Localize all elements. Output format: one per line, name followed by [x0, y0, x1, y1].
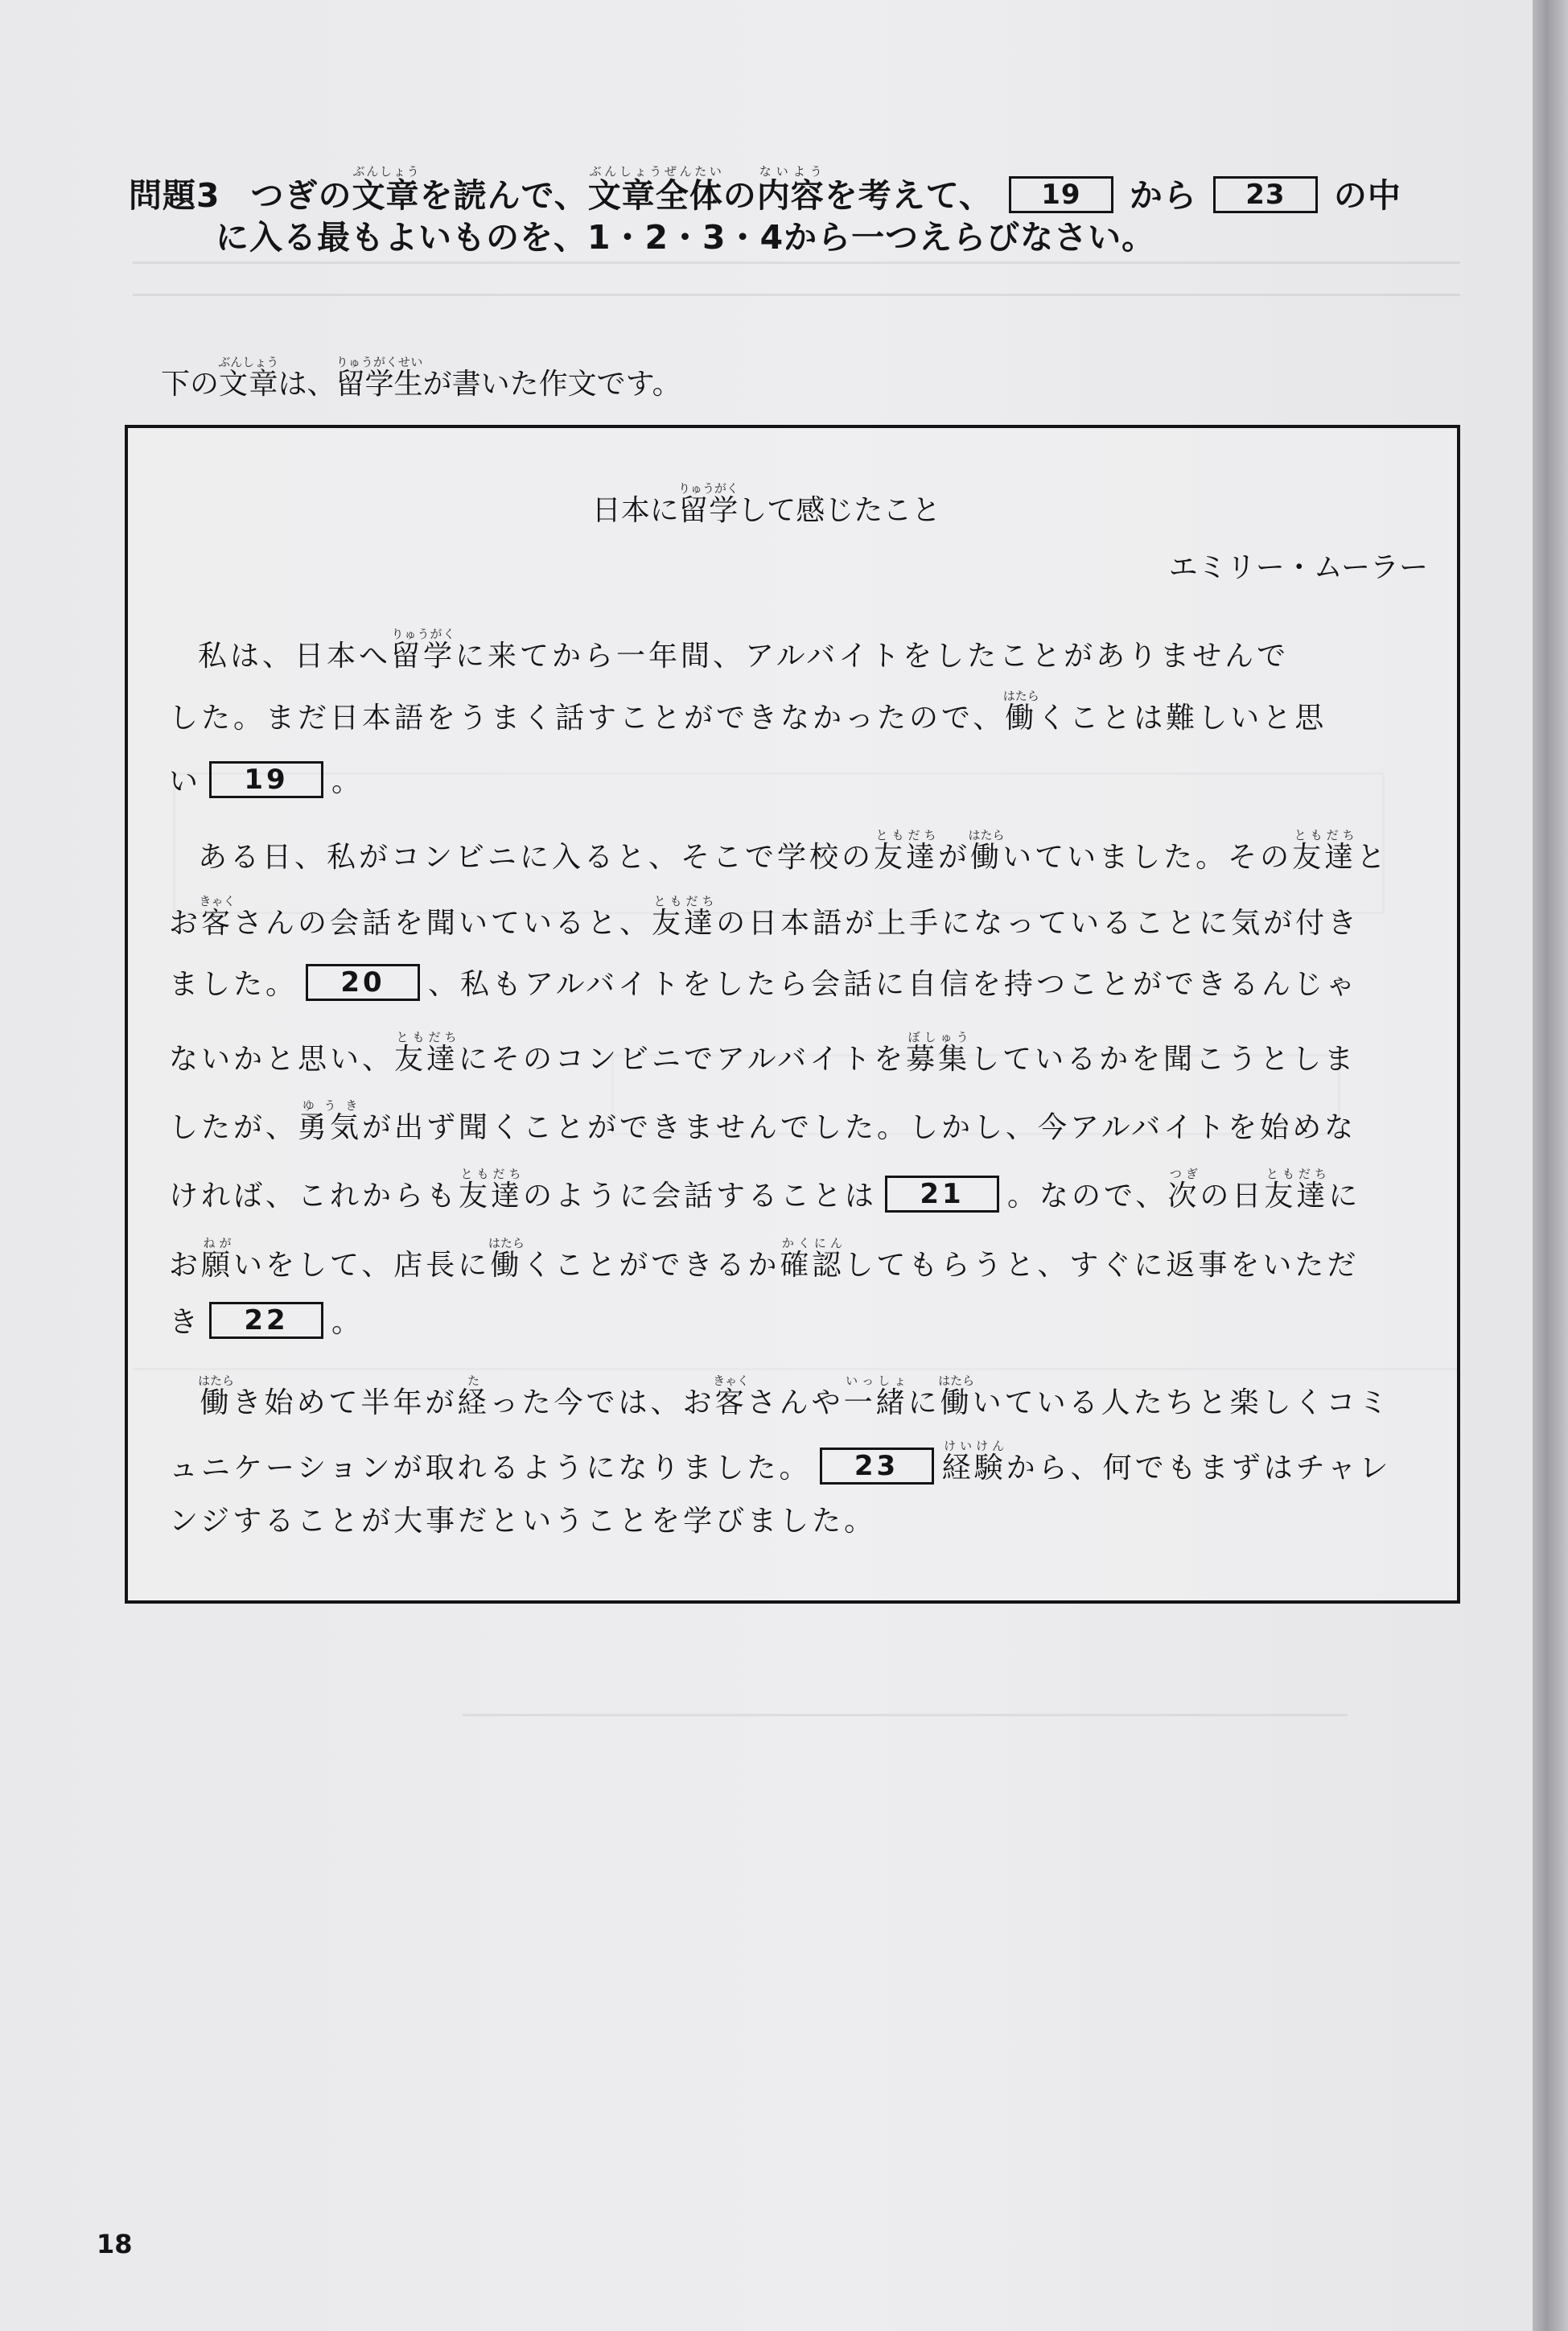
furigana-ryugaku-title: 留学りゅうがく [677, 481, 739, 527]
blank-19[interactable]: 19 [209, 761, 323, 798]
essay-line-11: き 22 。 [169, 1305, 364, 1342]
question-instruction-line1: 問題3 つぎの文章ぶんしょうを読んで、文章全体ぶんしょうぜんたいの内容ないようを考えて、 19 から 23 の中 [129, 164, 1401, 215]
essay-author: エミリー・ムーラー [1168, 551, 1428, 584]
intro-sentence: 下の文章ぶんしょうは、留学生りゅうがくせいが書いた作文です。 [161, 355, 681, 401]
essay-line-5: お客きゃくさんの会話を聞いていると、友達ともだちの日本語が上手になっていることに気が付き [169, 894, 1360, 940]
furigana-bunsho-intro: 文章ぶんしょう [218, 355, 279, 401]
furigana-naiyou: 内容ないよう [756, 164, 825, 215]
essay-line-2: した。まだ日本語をうまく話すことができなかったので、働はたらくことは難しいと思 [169, 689, 1327, 735]
essay-line-3: い 19 。 [169, 764, 364, 801]
essay-line-7: ないかと思い、友達ともだちにそのコンビニでアルバイトを募集ぼしゅうしているかを聞こうとしま [169, 1030, 1357, 1076]
blank-21[interactable]: 21 [885, 1176, 999, 1213]
essay-line-14: ンジすることが大事だということを学びました。 [169, 1505, 877, 1538]
essay-line-13: ュニケーションが取れるようになりました。 23 経験けいけんから、何でもまずはチャレ [169, 1439, 1392, 1485]
essay-line-9: ければ、これからも友達ともだちのように会話することは 21 。なので、次つぎの日友達ともだちに [169, 1167, 1361, 1213]
essay-line-1: 私は、日本へ留学りゅうがくに来てから一年間、アルバイトをしたことがありませんで [198, 627, 1290, 673]
blank-22[interactable]: 22 [209, 1302, 323, 1339]
essay-line-4: ある日、私がコンビニに入ると、そこで学校の友達ともだちが働はたらいていました。その友達ともだちと [198, 828, 1389, 874]
blank-20[interactable]: 20 [306, 964, 420, 1001]
blank-23[interactable]: 23 [820, 1448, 934, 1485]
essay-line-8: したが、勇気ゆうきが出ず聞くことができませんでした。しかし、今アルバイトを始めな [169, 1098, 1357, 1144]
essay-frame [125, 425, 1460, 1604]
question-instruction-line2: に入る最もよいものを、1・2・3・4から一つえらびなさい。 [216, 218, 1156, 257]
question-label: 問題3 [129, 176, 220, 215]
page-edge-shadow [1533, 0, 1568, 2331]
page-number: 18 [97, 2229, 133, 2259]
furigana-zentai: 文章全体ぶんしょうぜんたい [587, 164, 723, 215]
essay-line-6: ました。 20 、私もアルバイトをしたら会話に自信を持つことができるんじゃ [169, 967, 1358, 1004]
furigana-bunsho: 文章ぶんしょう [352, 164, 420, 215]
essay-line-12: 働はたらき始めて半年が経たった今では、お客きゃくさんや一緒いっしょに働はたらいている人たちと楽しくコミ [198, 1373, 1391, 1419]
essay-line-10: お願ねがいをして、店長に働はたらくことができるか確認かくにんしてもらうと、すぐに返事をいただ [169, 1236, 1360, 1282]
range-start-box: 19 [1009, 176, 1113, 213]
essay-title: 日本に留学りゅうがくして感じたこと [591, 481, 941, 527]
range-end-box: 23 [1213, 176, 1318, 213]
furigana-ryugakusei: 留学生りゅうがくせい [335, 355, 423, 401]
